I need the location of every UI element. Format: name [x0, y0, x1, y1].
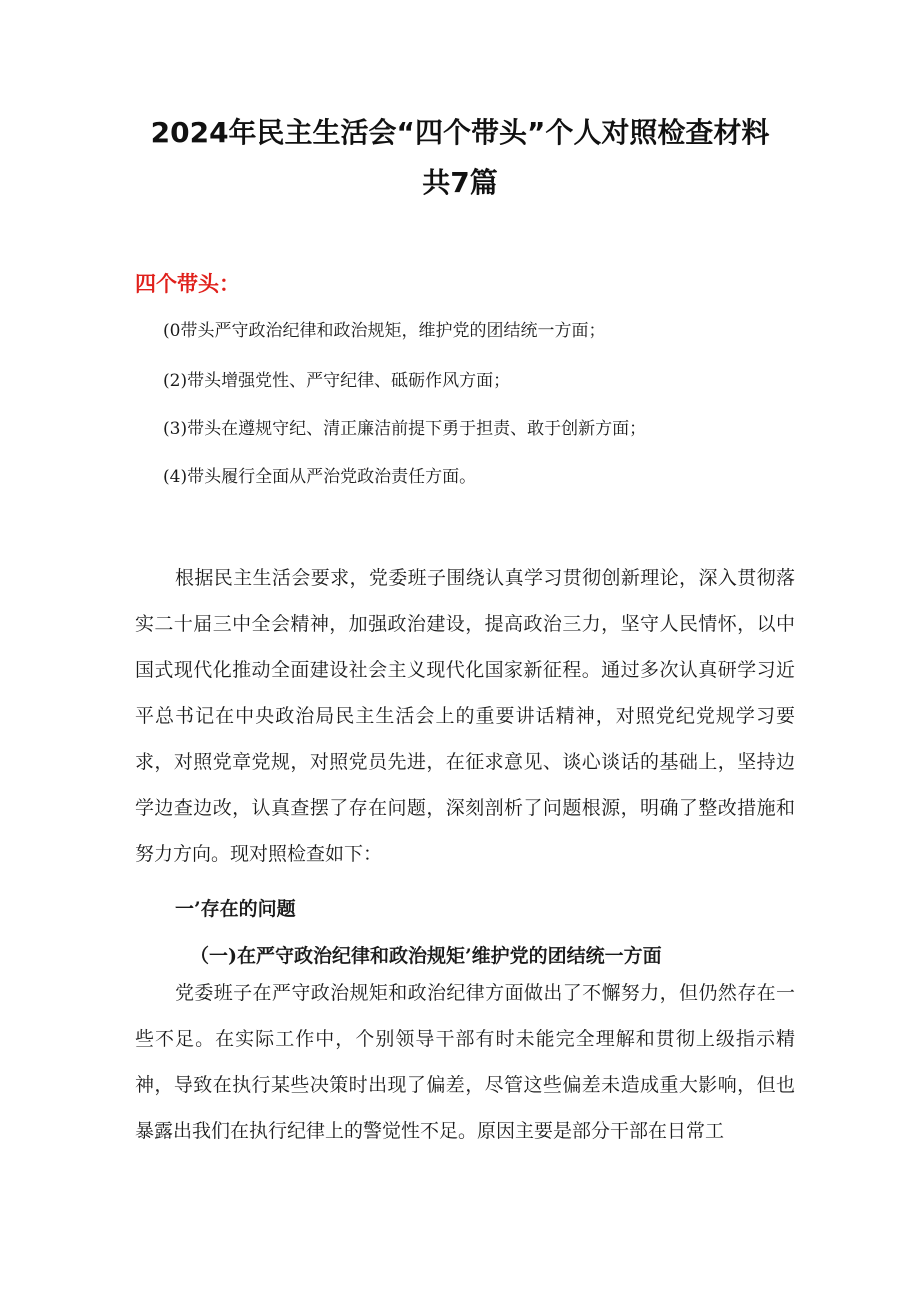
body-paragraph: 党委班子在严守政治规矩和政治纪律方面做出了不懈努力，但仍然存在一些不足。在实际工作中，个别领导干部有时未能完全理解和贯彻上级指示精神，导致在执行某些决策时出现了偏差，尽管这些偏差未造成重大影响，但也暴露出我们在执行纪律上的警觉性不足。原因主要是部分干部在日常工: [135, 982, 795, 1142]
four-leads-item-4: (4)带头履行全面从严治党政治责任方面。: [163, 467, 477, 487]
section-heading-existing-problems: 一’存在的问题: [175, 898, 296, 920]
four-leads-heading: 四个带头：: [135, 272, 240, 296]
subsection-heading-political-discipline: （一)在严守政治纪律和政治规矩’维护党的团结统一方面: [190, 945, 662, 967]
four-leads-item-2: (2)带头增强党性、严守纪律、砥砺作风方面；: [163, 371, 511, 391]
four-leads-item-1: (0带头严守政治纪律和政治规矩，维护党的团结统一方面；: [163, 321, 606, 341]
document-title-line-1: 2024年民主生活会“四个带头”个人对照检查材料: [150, 116, 770, 149]
intro-paragraph: 根据民主生活会要求，党委班子围绕认真学习贯彻创新理论，深入贯彻落实二十届三中全会精神，加强政治建设，提高政治三力，坚守人民情怀，以中国式现代化推动全面建设社会主义现代化国家新征程。通过多次认真研学习近平总书记在中央政治局民主生活会上的重要讲话精神，对照党纪党规学习要求，对照党章党规，对照党员先进，在征求意见、谈心谈话的基础上，坚持边学边查边改，认真查摆了存在问题，深刻剖析了问题根源，明确了整改措施和努力方向。现对照检查如下：: [135, 567, 795, 865]
four-leads-item-3: (3)带头在遵规守纪、清正廉洁前提下勇于担责、敢于创新方面；: [163, 419, 647, 439]
document-title-line-2: 共7篇: [422, 166, 498, 199]
